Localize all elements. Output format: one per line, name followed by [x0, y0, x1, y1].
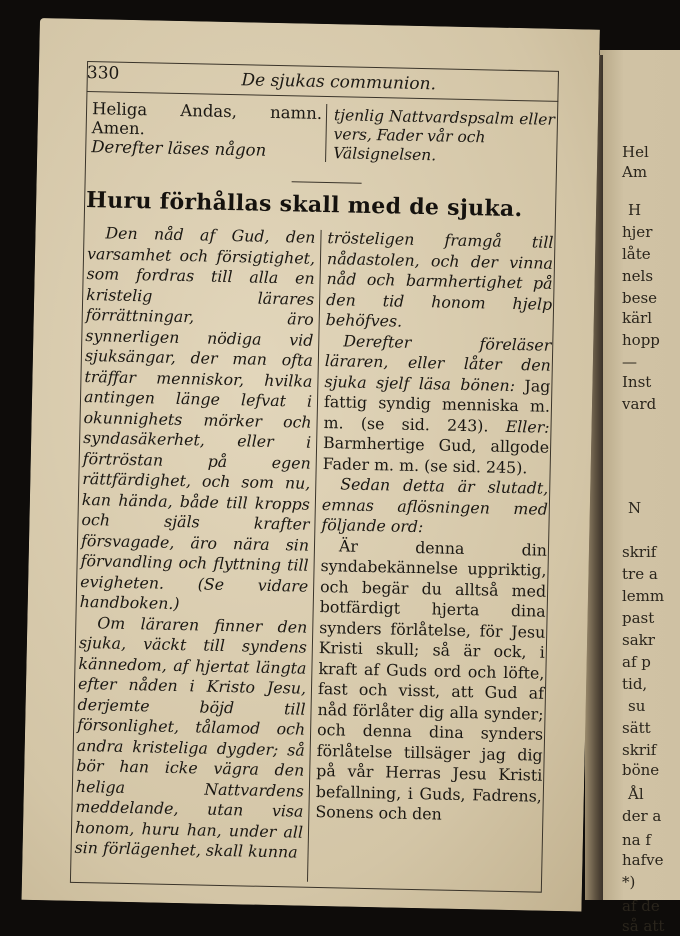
- facing-page-fragment: Ål: [628, 785, 644, 803]
- running-head: De sjukas communion.: [241, 70, 437, 95]
- right-paragraph-1: trösteligen framgå till nådastolen, och der vinna nåd och barmhertighet på den tid honom hjelp behöfves.: [325, 228, 554, 331]
- rubric-or: Eller:: [505, 416, 550, 437]
- facing-page-fragment: lemm: [622, 587, 665, 605]
- facing-page-fragment: tre a: [622, 565, 658, 583]
- facing-page-fragment: vard: [622, 395, 657, 413]
- facing-page-fragment: —: [622, 353, 637, 371]
- facing-page-fragment: tid,: [622, 675, 648, 693]
- absolution-text: Är denna din syndabekännelse uppriktig, och begär du alltså med botfärdigt hjerta dina synders förlåtelse, för Jesu Kristi skull; så är ock, i kraft af Guds ord och löfte, fast och visst, att Gud af nåd förlåter dig alla synder; och denna dina synders förlåtelse tillsäger jag dig på vår Herras Jesu Kristi befallning, i Guds, Fadrens, Sonens och den: [315, 535, 548, 824]
- facing-page-fragment: der a: [622, 807, 662, 825]
- facing-page-fragment: *): [622, 873, 636, 891]
- facing-page-fragment: bese: [622, 289, 658, 307]
- facing-page-fragment: af de: [622, 897, 660, 915]
- facing-page-fragment: sakr: [622, 631, 655, 649]
- facing-page-fragment: hafve: [622, 851, 664, 869]
- top-left-roman: Heliga Andas, namn. Amen.: [91, 99, 323, 139]
- right-column: [315, 228, 553, 827]
- facing-page-fragment: böne: [622, 761, 660, 779]
- facing-page-fragment: na f: [622, 831, 651, 849]
- book-page: [22, 18, 600, 912]
- facing-page-fragment: så att: [622, 917, 665, 935]
- facing-page-fragment: su: [628, 697, 646, 715]
- top-left-italic: Derefter läses någon: [91, 137, 267, 160]
- right-paragraph-2: [323, 331, 552, 479]
- prayer-ref-2: Barmhertige Gud, allgode Fader m. m. (se sid. 245).: [322, 433, 550, 477]
- page-number: 330: [86, 62, 120, 84]
- rubric-text: Derefter föreläser läraren, eller låter den sjuka sjelf läsa bönen:: [324, 330, 552, 395]
- top-right-text: tjenlig Nattvardspsalm eller vers, Fader vår och Välsignelsen.: [333, 106, 556, 165]
- facing-page-fragment: Inst: [622, 373, 652, 391]
- facing-page-fragment: hjer: [622, 223, 653, 241]
- left-paragraph-2: Om läraren finner den sjuka, väckt till syndens kännedom, af hjertat längta efter nåden i Kristo Jesu, derjemte böjd till försonlighet, tålamod och andra kristeliga dygder; så bör han icke vägra den heliga Nattvardens meddelande, utan visa honom, huru han, under all sin förlägenhet, skall kunna: [74, 612, 308, 862]
- facing-page-fragment: af p: [622, 653, 651, 671]
- left-column: [74, 223, 315, 863]
- facing-page-fragment: hopp: [622, 331, 660, 349]
- facing-page-fragment: N: [628, 499, 642, 517]
- facing-page-fragment: låte: [622, 245, 651, 263]
- top-left-text: [91, 99, 322, 161]
- facing-page-fragment: H: [628, 201, 642, 219]
- facing-page-fragment: Am: [622, 163, 648, 181]
- section-heading: Huru förhållas skall med de sjuka.: [85, 187, 523, 223]
- facing-page-fragment: sätt: [622, 719, 651, 737]
- facing-page-fragment: kärl: [622, 309, 652, 327]
- left-paragraph-1: Den nåd af Gud, den varsamhet och försigtighet, som fordras till alla en kristelig lärares förrättningar, äro synnerligen nödiga vid sjuksängar, der man ofta träffar menniskor, hvilka antingen länge lefvat i okunnighets mörker och syndasäkerhet, eller i förtröstan på egen rättfärdighet, och som nu, kan hända, både till kropps och själs krafter försvagade, äro nära sin förvandling och flyttning till evigheten. (Se vidare handboken.): [79, 223, 316, 614]
- facing-page: [600, 50, 680, 935]
- right-paragraph-3: Sedan detta är slutadt, emnas aflösningen med följande ord:: [321, 474, 549, 537]
- facing-page-fragment: nels: [622, 267, 654, 285]
- prayer-ref-1: Jag fattig syndig menniska m. m. (se sid. 243).: [323, 375, 551, 435]
- facing-page-fragment: skrif: [622, 741, 657, 759]
- facing-page-fragment: skrif: [622, 543, 657, 561]
- facing-page-fragment: past: [622, 609, 655, 627]
- facing-page-fragment: Hel: [622, 143, 649, 161]
